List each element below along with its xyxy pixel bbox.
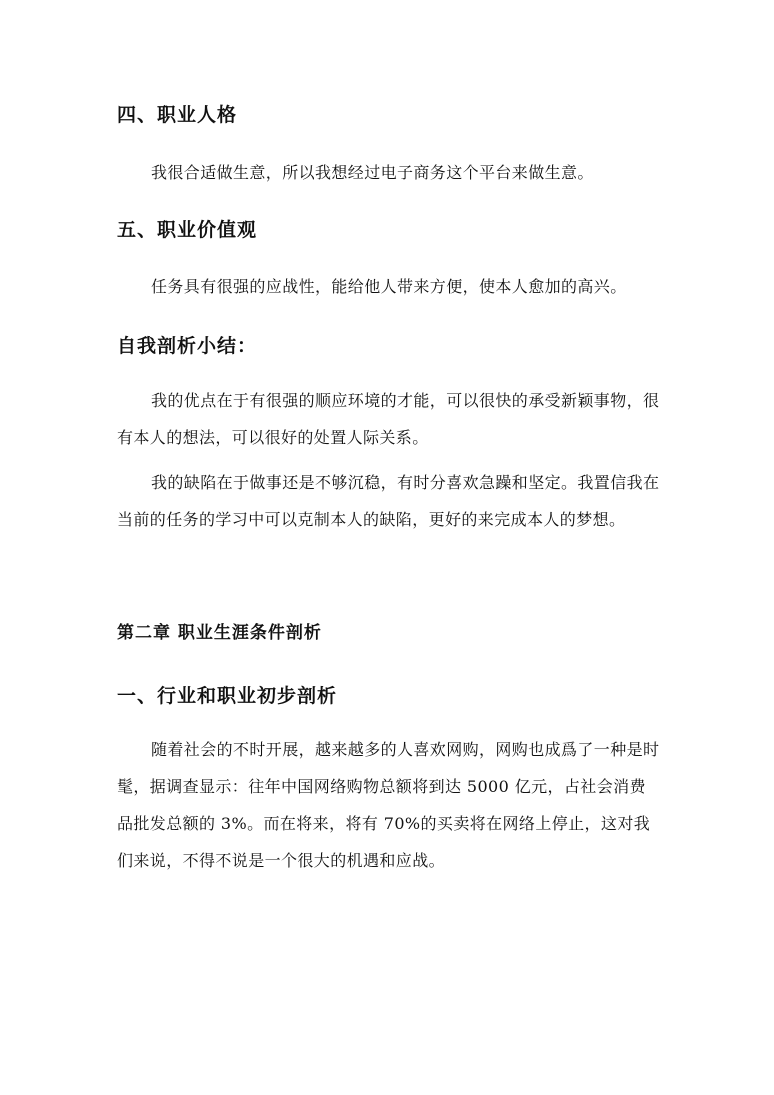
heading-chapter-two: 第二章 职业生涯条件剖析: [117, 623, 322, 643]
heading-career-values: 五、职业价值观: [117, 219, 258, 241]
paragraph-weaknesses: 我的缺陷在于做事还是不够沉稳，有时分喜欢急躁和坚定。我置信我在当前的任务的学习中可以克制本人的缺陷，更好的来完成本人的梦想。: [117, 473, 660, 529]
heading-career-personality: 四、职业人格: [117, 104, 238, 126]
paragraph-industry-analysis: 随着社会的不时开展，越来越多的人喜欢网购，网购也成爲了一种是时髦，据调查显示：往年中国网络购物总额将到达 5000 亿元，占社会消费品批发总额的 3%。而在将来，将有 70%的买卖将在网络上停止，这对我们来说，不得不说是一个很大的机遇和应战。: [117, 740, 660, 870]
paragraph-strengths: 我的优点在于有很强的顺应环境的才能，可以很快的承受新颖事物，很有本人的想法，可以很好的处置人际关系。: [117, 391, 660, 447]
paragraph-career-values: 任务具有很强的应战性，能给他人带来方便，使本人愈加的高兴。: [151, 277, 627, 296]
heading-self-analysis-summary: 自我剖析小结：: [117, 335, 258, 357]
heading-industry-analysis: 一、行业和职业初步剖析: [117, 685, 338, 707]
paragraph-career-personality: 我很合适做生意，所以我想经过电子商务这个平台来做生意。: [151, 163, 594, 182]
